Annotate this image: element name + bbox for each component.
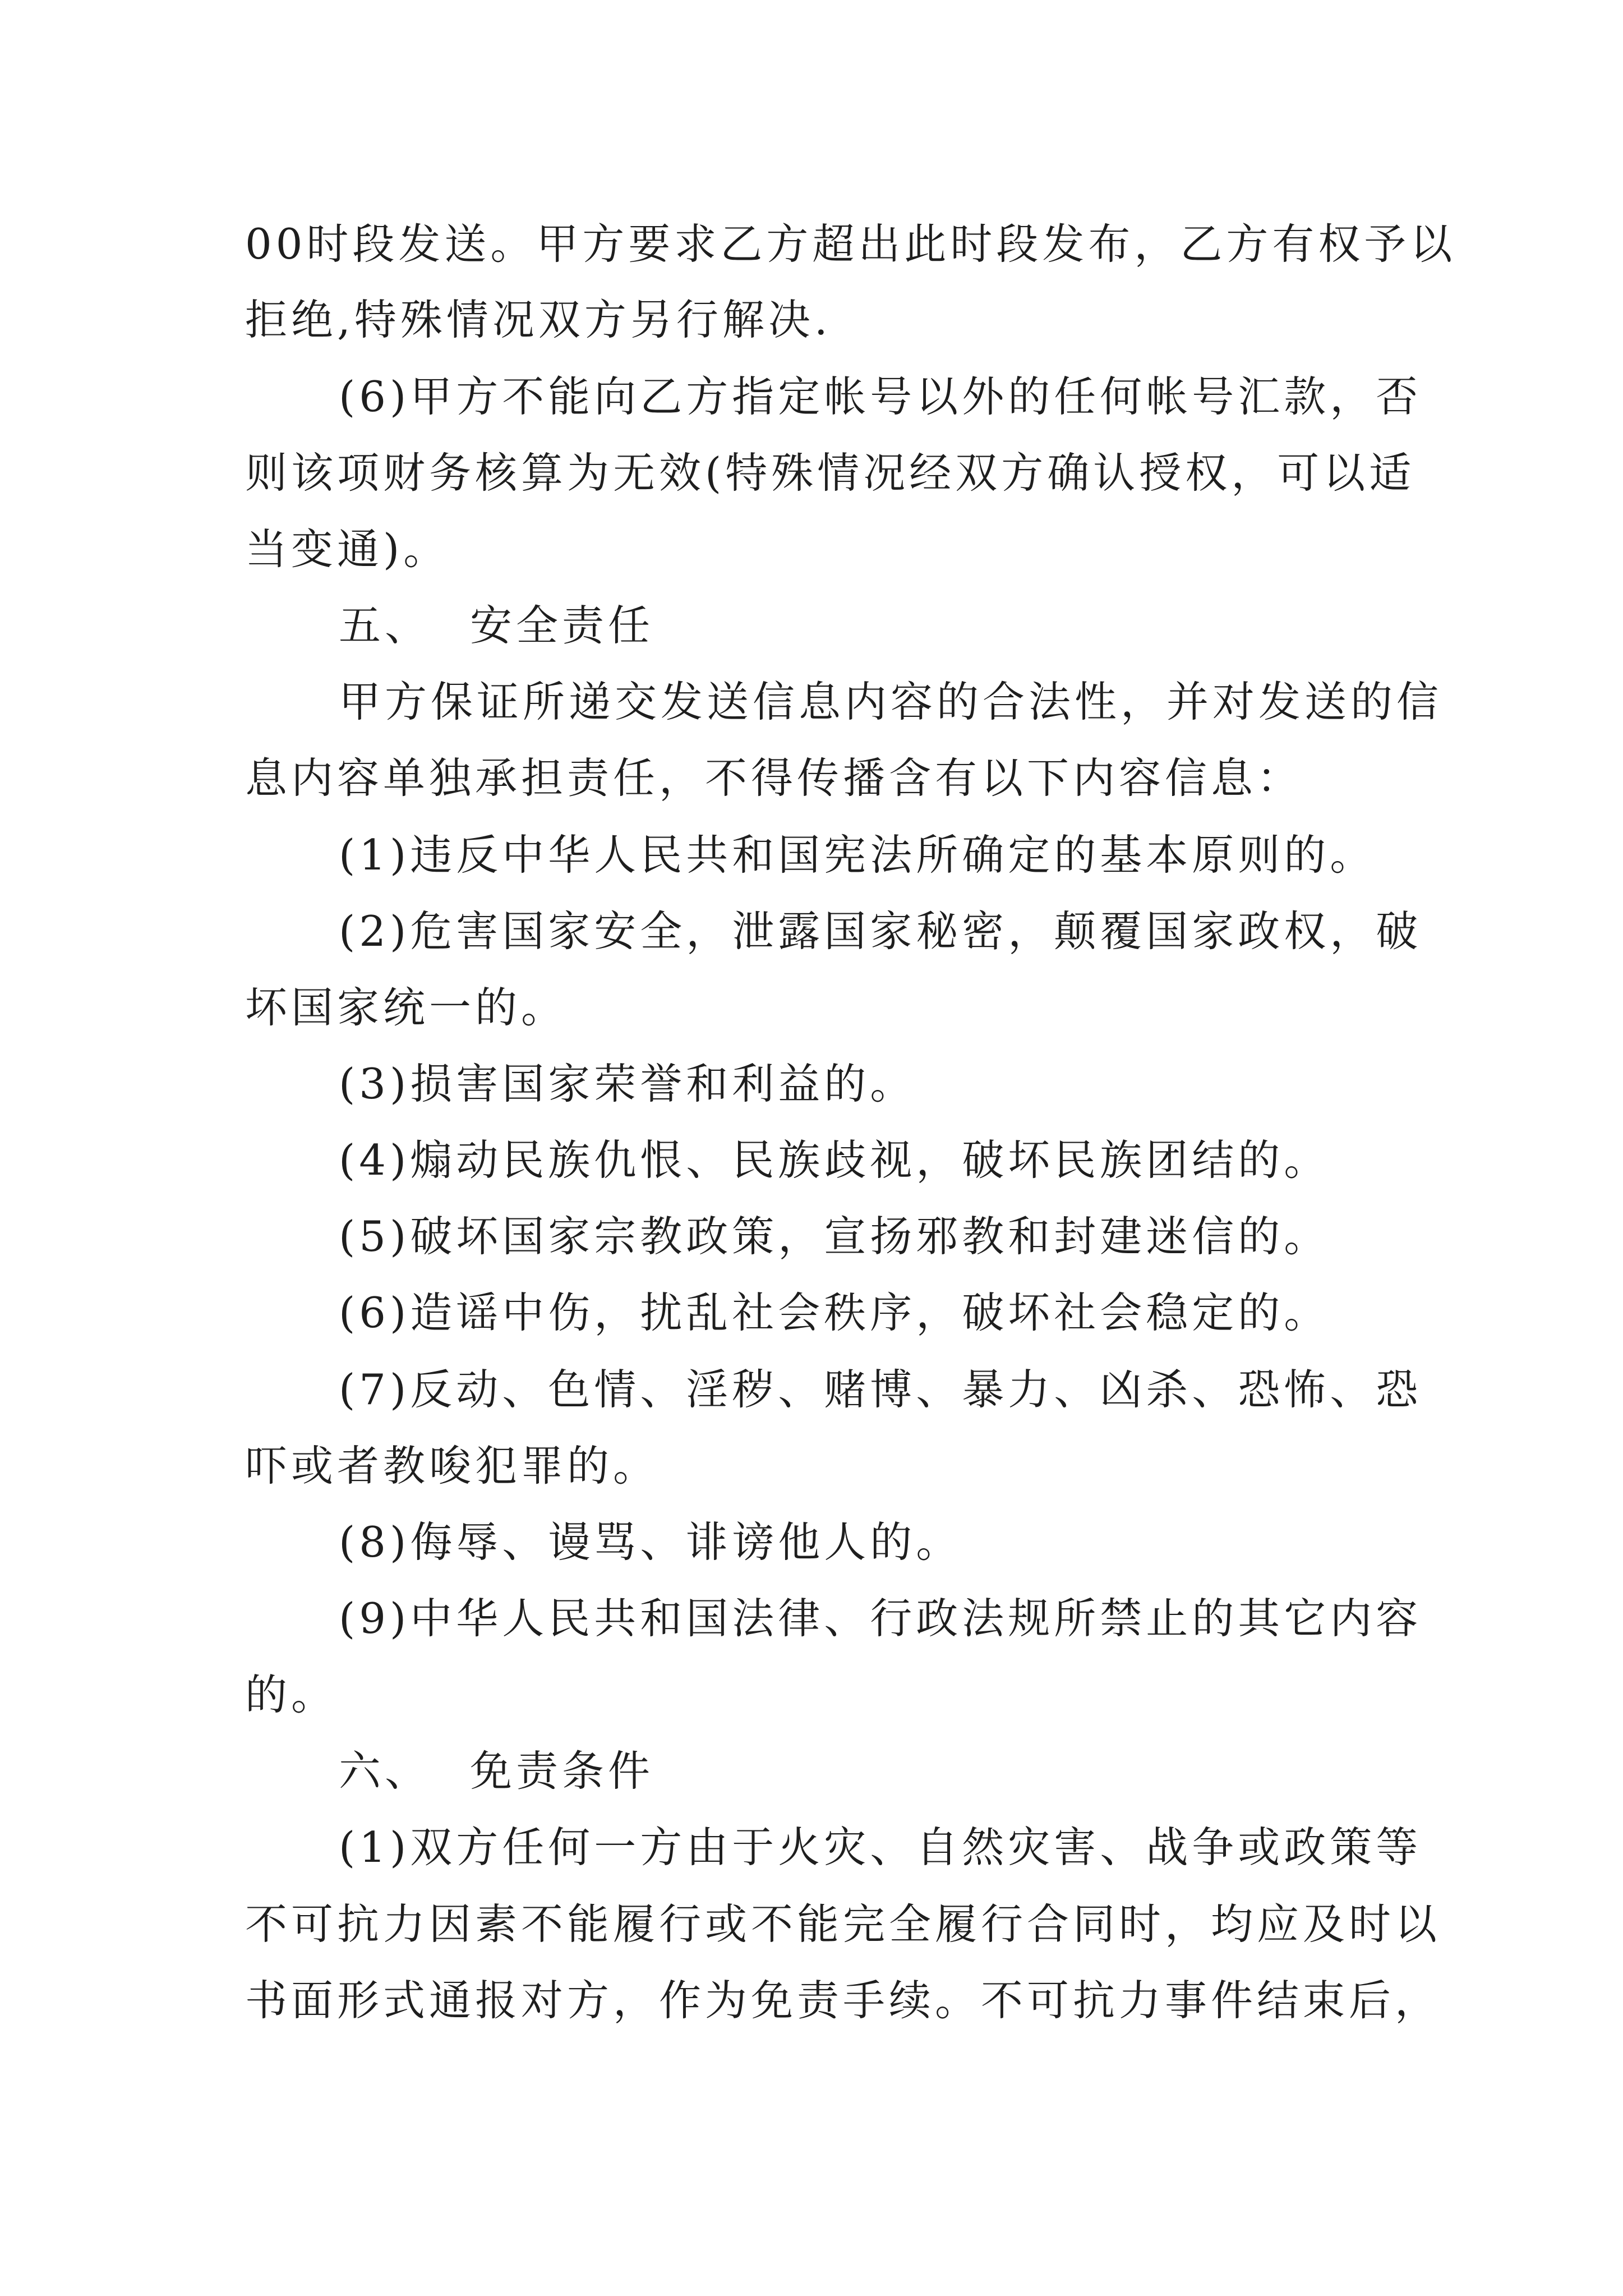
- text-line: 书面形式通报对方，作为免责手续。不可抗力事件结束后，: [245, 1976, 1441, 2025]
- section-heading-six: [339, 1746, 654, 1796]
- text-line: 当变通)。: [245, 524, 450, 574]
- text-line: 不可抗力因素不能履行或不能完全履行合同时，均应及时以: [245, 1899, 1441, 1949]
- text-line: (6)造谣中伤，扰乱社会秩序，破坏社会稳定的。: [339, 1288, 1330, 1337]
- text-line: (1)双方任何一方由于火灾、自然灾害、战争或政策等: [339, 1823, 1422, 1872]
- section-heading-five: [339, 601, 654, 650]
- text-line: 00时段发送。甲方要求乙方超出此时段发布，乙方有权予以: [245, 219, 1456, 269]
- section-number: 五、: [339, 601, 431, 650]
- text-line: (2)危害国家安全，泄露国家秘密，颠覆国家政权，破: [339, 907, 1422, 956]
- text-line: 坏国家统一的。: [245, 983, 568, 1032]
- text-line: (6)甲方不能向乙方指定帐号以外的任何帐号汇款，否: [339, 372, 1422, 421]
- text-line: (4)煽动民族仇恨、民族歧视，破坏民族团结的。: [339, 1135, 1330, 1185]
- text-line: (5)破坏国家宗教政策，宣扬邪教和封建迷信的。: [339, 1212, 1330, 1261]
- text-line: 息内容单独承担责任，不得传播含有以下内容信息：: [245, 753, 1303, 803]
- text-line: 拒绝,特殊情况双方另行解决.: [245, 295, 832, 344]
- text-line: 的。: [245, 1670, 338, 1719]
- section-title: 免责条件: [470, 1746, 654, 1796]
- text-line: 吓或者教唆犯罪的。: [245, 1441, 660, 1490]
- text-line: (1)违反中华人民共和国宪法所确定的基本原则的。: [339, 830, 1376, 880]
- text-line: 甲方保证所递交发送信息内容的合法性，并对发送的信: [339, 677, 1443, 726]
- text-line: (3)损害国家荣誉和利益的。: [339, 1059, 916, 1108]
- text-line: (7)反动、色情、淫秽、赌博、暴力、凶杀、恐怖、恐: [339, 1365, 1422, 1414]
- text-line: (9)中华人民共和国法律、行政法规所禁止的其它内容: [339, 1594, 1422, 1643]
- text-line: (8)侮辱、谩骂、诽谤他人的。: [339, 1517, 962, 1567]
- text-line: 则该项财务核算为无效(特殊情况经双方确认授权，可以适: [245, 448, 1415, 498]
- section-number: 六、: [339, 1746, 431, 1796]
- section-title: 安全责任: [470, 601, 654, 650]
